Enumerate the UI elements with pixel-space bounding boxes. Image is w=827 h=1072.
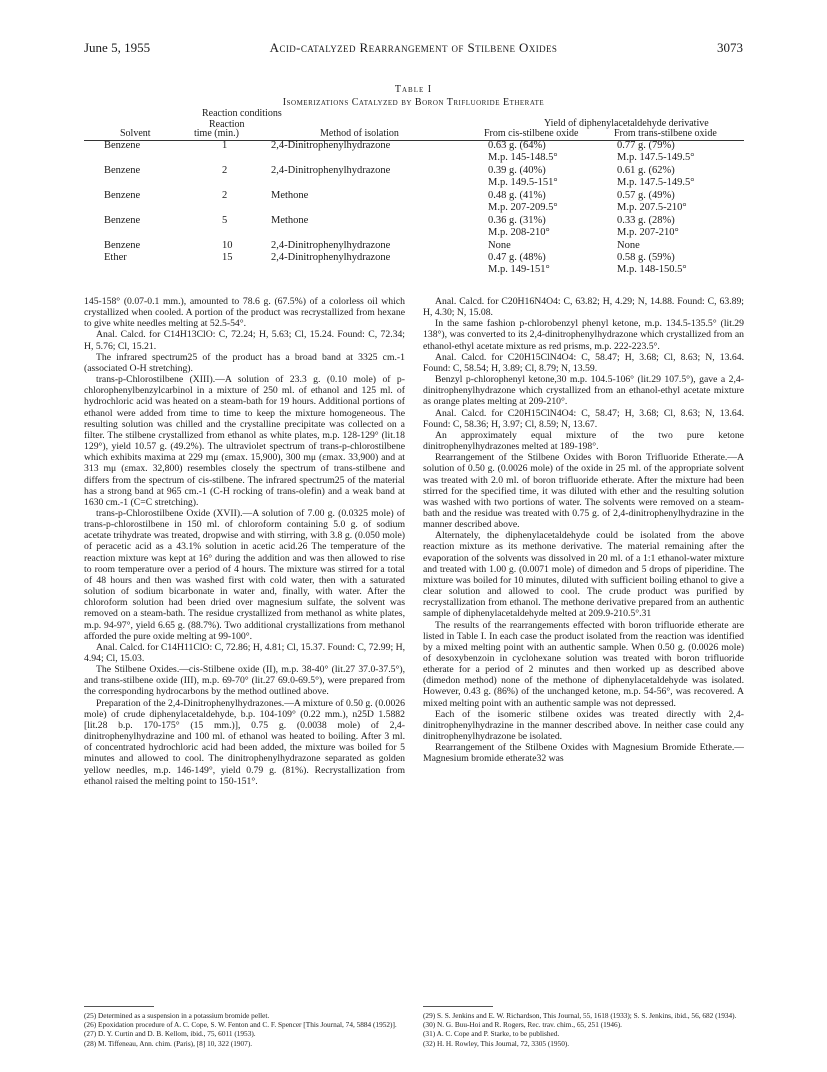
table-cell-time: 10 [222, 240, 233, 251]
col-header-time: time (min.) [194, 128, 239, 139]
table-cell-trans-yield: 0.77 g. (79%) [617, 140, 675, 151]
paragraph: Alternately, the diphenylacetaldehyde could be isolated from the above reaction mixture as its methone derivative. The material remaining after the evaporation of the solvents was dissolved in 20 ml. of a 1:1 ethanol-water mixture and treated with 1.00 g. (0.0071 mole) of dimedon and 5 drops of piperidine. The mixture was boiled for 10 minutes, diluted with sufficient boiling ethanol to give a clear solution and allowed to cool. The crude product was purified by recrystallization from ethanol. The methone derivative prepared from an authentic sample of diphenylacetaldehyde melted at 209.9-210.5°.31 [423, 530, 744, 620]
paragraph: trans-p-Chlorostilbene (XIII).—A solution of 23.3 g. (0.10 mole) of p-chlorophenylbenzylcarbinol in a mixture of 250 ml. of ethanol and 125 ml. of hydrochloric acid was heated on a steam-bath for 19 hours. Additional portions of ethanol were added from time to time to keep the mixture homogeneous. The resulting solution was chilled and the crystalline precipitate was collected on a filter. The stilbene crystallized from ethanol as white plates, m.p. 128-129° (lit.18 129°), yield 10.57 g. (49.2%). The ultraviolet spectrum of trans-p-chlorostilbene which exhibits maxima at 229 mμ (εmax. 15,900), 300 mμ (εmax. 33,900) and at 313 mμ (εmax. 32,800) resembles closely the spectrum of trans-stilbene and differs from the spectrum of cis-stilbene. The infrared spectrum25 of the material has a strong band at 965 cm.-1 (C-H rocking of trans-olefin) and a weak band at 1630 cm.-1 (C=C stretching). [84, 374, 405, 508]
table-cell-cis-mp: M.p. 149.5-151° [488, 177, 558, 188]
paragraph: The Stilbene Oxides.—cis-Stilbene oxide (II), m.p. 38-40° (lit.27 37.0-37.5°), and trans-stilbene oxide (III), m.p. 69-70° (lit.27 69.0-69.5°), were prepared from the corresponding hydrocarbons by the method outlined above. [84, 664, 405, 698]
paragraph: The infrared spectrum25 of the product has a broad band at 3325 cm.-1 (associated O-H stretching). [84, 351, 405, 374]
reaction-label: Reaction [209, 119, 245, 130]
table-cell-method: Methone [271, 215, 309, 226]
paragraph: Anal. Calcd. for C20H15ClN4O4: C, 58.47; H, 3.68; Cl, 8.63; N, 13.64. Found: C, 58.36; H, 3.97; Cl, 8.59; N, 13.67. [423, 407, 744, 430]
table-cell-trans-yield: 0.61 g. (62%) [617, 165, 675, 176]
table-cell-trans-mp: M.p. 147.5-149.5° [617, 177, 695, 188]
table-cell-trans-mp: M.p. 147.5-149.5° [617, 152, 695, 163]
paragraph: In the same fashion p-chlorobenzyl phenyl ketone, m.p. 134.5-135.5° (lit.29 138°), was converted to its 2,4-dinitrophenylhydrazone which crystallized from an ethanol-ethyl acetate mixture as red prisms, m.p. 222-223.5°. [423, 318, 744, 352]
running-header [84, 40, 743, 58]
table-cell-solvent: Benzene [104, 190, 141, 201]
col-header-cis: From cis-stilbene oxide [484, 128, 579, 139]
footnote: (28) M. Tiffeneau, Ann. chim. (Paris), [8] 10, 322 (1907). [84, 1038, 253, 1048]
paragraph: Anal. Calcd. for C20H16N4O4: C, 63.82; H, 4.29; N, 14.88. Found: C, 63.89; H, 4.30; N, 15.08. [423, 296, 744, 319]
paragraph: Anal. Calcd. for C14H11ClO: C, 72.86; H, 4.81; Cl, 15.37. Found: C, 72.99; H, 4.94; Cl, 15.03. [84, 641, 405, 664]
left-text-column [84, 296, 405, 787]
paragraph: Rearrangement of the Stilbene Oxides with Magnesium Bromide Etherate.—Magnesium bromide etherate32 was [423, 742, 744, 765]
table-cell-trans-mp: M.p. 207.5-210° [617, 202, 687, 213]
footnote: (30) N. G. Buu-Hoi and R. Rogers, Rec. trav. chim., 65, 251 (1946). [423, 1020, 622, 1030]
header-date: June 5, 1955 [84, 40, 151, 55]
paragraph: The results of the rearrangements effected with boron trifluoride etherate are listed in Table I. In each case the product isolated from the reaction was identified by a mixed melting point with an authentic sample. When 0.50 g. (0.0026 mole) of desoxybenzoin in cyclohexane solution was treated with boron trifluoride etherate for a period of 2 minutes and then worked up as described above (dimedon method) none of the methone of diphenylacetaldehyde was isolated. However, 0.43 g. (86%) of the unchanged ketone, m.p. 54-56°, was recovered. A mixed melting point with an authentic sample was not depressed. [423, 619, 744, 709]
paragraph: Each of the isomeric stilbene oxides was treated directly with 2,4-dinitrophenylhydrazine in the manner described above. In neither case could any dinitrophenylhydrazone be isolated. [423, 708, 744, 743]
paragraph: Rearrangement of the Stilbene Oxides with Boron Trifluoride Etherate.—A solution of 0.50 g. (0.0026 mole) of the oxide in 25 ml. of the appropriate solvent was treated with 2.0 ml. of boron trifluoride etherate. After the mixture had been stirred for the specified time, it was diluted with ether and the resulting solution was washed with two portions of water. The solvents were removed on a steam-bath and the residue was treated with 0.75 g. of 2,4-dinitrophenylhydrazine in the manner described above. [423, 452, 744, 531]
table-cell-method: 2,4-Dinitrophenylhydrazone [271, 240, 391, 251]
table-cell-cis-yield: 0.36 g. (31%) [488, 215, 546, 226]
footnote-rule [84, 1006, 154, 1007]
table-label: Table I [394, 84, 433, 95]
table-cell-trans-yield: 0.58 g. (59%) [617, 252, 675, 263]
table-cell-cis-yield: None [488, 240, 511, 251]
table-cell-trans-yield: None [617, 240, 640, 251]
table-cell-trans-yield: 0.33 g. (28%) [617, 215, 675, 226]
footnote: (29) S. S. Jenkins and E. W. Richardson, This Journal, 55, 1618 (1933); S. S. Jenkins, ibid., 56, 682 (1934). [423, 1011, 737, 1020]
footnote: (27) D. Y. Curtin and D. B. Kellom, ibid., 75, 6011 (1953). [84, 1029, 256, 1039]
paragraph: Anal. Calcd. for C20H15ClN4O4: C, 58.47; H, 3.68; Cl, 8.63; N, 13.64. Found: C, 58.54; H, 3.89; Cl, 8.79; N, 13.59. [423, 351, 744, 374]
table-cell-cis-mp: M.p. 207-209.5° [488, 202, 558, 213]
yield-label: Yield of diphenylacetaldehyde derivative [544, 118, 709, 129]
footnote: (32) H. H. Rowley, This Journal, 72, 3305 (1950). [423, 1038, 570, 1048]
reaction-conditions-label: Reaction conditions [202, 108, 282, 119]
table-cell-method: 2,4-Dinitrophenylhydrazone [271, 165, 391, 176]
table-cell-solvent: Ether [104, 252, 127, 263]
footnotes-left [84, 1011, 405, 1048]
table-cell-cis-yield: 0.48 g. (41%) [488, 190, 546, 201]
table-cell-method: Methone [271, 190, 309, 201]
header-title: Acid-catalyzed Rearrangement of Stilbene Oxides [269, 40, 558, 55]
paragraph: An approximately equal mixture of the two pure ketone dinitrophenylhydrazones melted at 189-198°. [423, 429, 744, 453]
table-title: Isomerizations Catalyzed by Boron Trifluoride Etherate [282, 97, 545, 108]
table-cell-cis-yield: 0.47 g. (48%) [488, 252, 546, 263]
table-cell-solvent: Benzene [104, 240, 141, 251]
table-cell-solvent: Benzene [104, 215, 141, 226]
paragraph: Benzyl p-chlorophenyl ketone,30 m.p. 104.5-106° (lit.29 107.5°), gave a 2,4-dinitrophenylhydrazone which crystallized from an ethanol-ethyl acetate mixture as orange plates melting at 209-210°. [423, 374, 744, 408]
table-cell-method: 2,4-Dinitrophenylhydrazone [271, 252, 391, 263]
footnote-rule [423, 1006, 493, 1007]
table-cell-cis-mp: M.p. 145-148.5° [488, 152, 558, 163]
col-header-method: Method of isolation [320, 128, 399, 139]
table-cell-time: 15 [222, 252, 233, 263]
footnote: (26) Epoxidation procedure of A. C. Cope, S. W. Fenton and C. F. Spencer [This Journal, 74, 5884 (1952)]. [84, 1020, 397, 1030]
table-cell-cis-yield: 0.63 g. (64%) [488, 140, 546, 151]
isomerization-table [84, 110, 744, 295]
table-cell-time: 2 [222, 190, 228, 201]
table-cell-time: 1 [222, 140, 228, 151]
col-header-solvent: Solvent [120, 128, 151, 139]
table-cell-method: 2,4-Dinitrophenylhydrazone [271, 140, 391, 151]
paragraph: 145-158° (0.07-0.1 mm.), amounted to 78.6 g. (67.5%) of a colorless oil which crystallized when cooled. A portion of the product was recrystallized from hexane to give white needles melting at 52.5-54°. [84, 296, 405, 330]
footnotes-right [423, 1011, 744, 1048]
table-cell-cis-mp: M.p. 208-210° [488, 227, 550, 238]
table-cell-cis-mp: M.p. 149-151° [488, 264, 550, 275]
table-cell-solvent: Benzene [104, 140, 141, 151]
right-text-column [423, 296, 744, 765]
paragraph: Preparation of the 2,4-Dinitrophenylhydrazones.—A mixture of 0.50 g. (0.0026 mole) of crude diphenylacetaldehyde, b.p. 104-109° (0.22 mm.), n25D 1.5882 [lit.28 b.p. 170-175° (15 mm.)], 0.75 g. (0.0038 mole) of 2,4-dinitrophenylhydrazine and 100 ml. of ethanol was heated to boiling. After 3 ml. of concentrated hydrochloric acid had been added, the mixture was boiled for 5 minutes and allowed to cool. The dinitrophenylhydrazone separated as golden yellow needles, m.p. 146-149°, yield 0.79 g. (81%). Recrystallization from ethanol raised the melting point to 150-151°. [84, 697, 405, 787]
table-cell-trans-mp: M.p. 148-150.5° [617, 264, 687, 275]
page-number: 3073 [717, 40, 743, 55]
table-cell-time: 5 [222, 215, 228, 226]
footnote: (31) A. C. Cope and P. Starke, to be published. [423, 1029, 560, 1039]
table-cell-trans-yield: 0.57 g. (49%) [617, 190, 675, 201]
col-header-trans: From trans-stilbene oxide [614, 128, 717, 139]
table-cell-solvent: Benzene [104, 165, 141, 176]
paragraph: trans-p-Chlorostilbene Oxide (XVII).—A solution of 7.00 g. (0.0325 mole) of trans-p-chlorostilbene in 150 ml. of chloroform containing 5.0 g. of sodium acetate trihydrate was treated, dropwise and with stirring, with 3.8 g. (0.050 mole) of peracetic acid as a 43.1% solution in acetic acid.26 The temperature of the reaction mixture was kept at 16° during the addition and was then allowed to rise to room temperature over a period of 4 hours. The mixture was stirred for a total of 48 hours and then was washed first with cold water, then with a saturated solution of sodium bicarbonate in water and, finally, with water. After the chloroform solution had been dried over magnesium sulfate, the solvent was removed on a steam-bath. The residue crystallized from methanol as white plates, m.p. 94-97°, yield 6.65 g. (88.7%). Two additional crystallizations from methanol afforded the pure oxide melting at 99-100°. [84, 507, 405, 642]
paragraph: Anal. Calcd. for C14H13ClO: C, 72.24; H, 5.63; Cl, 15.24. Found: C, 72.34; H, 5.76; Cl, 15.21. [84, 329, 405, 352]
footnote: (25) Determined as a suspension in a potassium bromide pellet. [84, 1011, 270, 1020]
table-cell-trans-mp: M.p. 207-210° [617, 227, 679, 238]
table-cell-cis-yield: 0.39 g. (40%) [488, 165, 546, 176]
table-cell-time: 2 [222, 165, 228, 176]
